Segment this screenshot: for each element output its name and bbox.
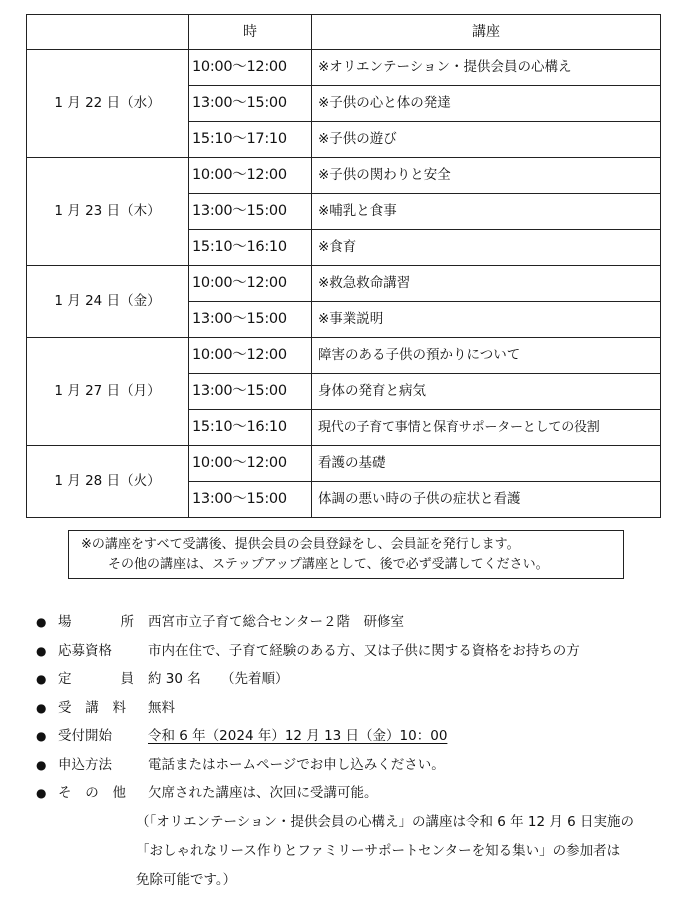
session-lecture: ※事業説明 (312, 302, 661, 338)
session-lecture: ※子供の関わりと安全 (312, 158, 661, 194)
header-time: 時 (189, 15, 312, 50)
info-value-fee: 無料 (148, 699, 175, 716)
bullet-icon: ● (36, 757, 47, 772)
session-lecture: 身体の発育と病気 (312, 374, 661, 410)
session-lecture: 看護の基礎 (312, 446, 661, 482)
bullet-icon: ● (36, 700, 47, 715)
note-line-1: ※の講座をすべて受講後、提供会員の会員登録をし、会員証を発行します。 (81, 537, 520, 552)
table-row (27, 338, 661, 374)
info-label-capacity: 定 員 (58, 671, 134, 687)
schedule-table (26, 14, 661, 518)
info-row-application (36, 751, 686, 780)
session-time: 10:00～12:00 (189, 50, 312, 86)
table-header-row (27, 15, 661, 50)
session-time: 15:10～17:10 (189, 122, 312, 158)
session-lecture: 障害のある子供の預かりについて (312, 338, 661, 374)
info-label-other: そ の 他 (58, 785, 126, 801)
other-note-line-1: （「オリエンテーション・提供会員の心構え」の講座は令和 6 年 12 月 6 日実施の (136, 814, 635, 830)
session-lecture: ※子供の遊び (312, 122, 661, 158)
table-row (27, 446, 661, 482)
info-list (36, 608, 686, 808)
session-lecture: ※オリエンテーション・提供会員の心構え (312, 50, 661, 86)
info-row-other (36, 779, 686, 808)
info-row-capacity (36, 665, 686, 694)
session-lecture: 体調の悪い時の子供の症状と看護 (312, 482, 661, 518)
table-row (27, 266, 661, 302)
session-lecture: ※食育 (312, 230, 661, 266)
session-time: 13:00～15:00 (189, 482, 312, 518)
info-label-eligibility: 応募資格 (58, 642, 112, 659)
info-row-reception-start (36, 722, 686, 751)
info-value-application: 電話またはホームページでお申し込みください。 (148, 756, 445, 773)
info-label-location: 場 所 (58, 614, 134, 630)
info-value-location: 西宮市立子育て総合センター２階 研修室 (148, 614, 404, 630)
table-row (27, 158, 661, 194)
info-label-application: 申込方法 (58, 756, 112, 773)
session-time: 13:00～15:00 (189, 374, 312, 410)
bullet-icon: ● (36, 729, 47, 743)
info-label-fee: 受 講 料 (58, 699, 126, 716)
session-time: 15:10～16:10 (189, 230, 312, 266)
note-box (68, 530, 624, 579)
bullet-icon: ● (36, 786, 47, 800)
day-date: 1 月 23 日（木） (27, 158, 189, 266)
table-row (27, 50, 661, 86)
session-time: 15:10～16:10 (189, 410, 312, 446)
session-time: 13:00～15:00 (189, 194, 312, 230)
session-lecture: 現代の子育て事情と保育サポーターとしての役割 (312, 410, 661, 446)
note-line-2: その他の講座は、ステップアップ講座として、後で必ず受講してください。 (108, 557, 549, 572)
info-row-location (36, 608, 686, 637)
info-value-capacity: 約 30 名 （先着順） (148, 671, 289, 687)
info-value-eligibility: 市内在住で、子育て経験のある方、又は子供に関する資格をお持ちの方 (148, 642, 580, 659)
day-date: 1 月 24 日（金） (27, 266, 189, 338)
info-row-fee (36, 694, 686, 723)
other-note-line-3: 免除可能です。） (136, 872, 237, 888)
header-lecture: 講座 (312, 15, 661, 50)
session-time: 10:00～12:00 (189, 338, 312, 374)
session-time: 10:00～12:00 (189, 446, 312, 482)
info-label-reception-start: 受付開始 (58, 728, 112, 744)
session-time: 13:00～15:00 (189, 86, 312, 122)
day-date: 1 月 27 日（月） (27, 338, 189, 446)
session-lecture: ※哺乳と食事 (312, 194, 661, 230)
other-note-line-2: 「おしゃれなリース作りとファミリーサポートセンターを知る集い」の参加者は (136, 843, 621, 859)
info-value-other: 欠席された講座は、次回に受講可能。 (148, 785, 378, 801)
bullet-icon: ● (36, 615, 47, 629)
day-date: 1 月 28 日（火） (27, 446, 189, 518)
session-time: 10:00～12:00 (189, 158, 312, 194)
session-time: 10:00～12:00 (189, 266, 312, 302)
info-value-reception-start: 令和 6 年（2024 年）12 月 13 日（金）10：00 (148, 728, 448, 744)
day-date: 1 月 22 日（水） (27, 50, 189, 158)
session-lecture: ※子供の心と体の発達 (312, 86, 661, 122)
bullet-icon: ● (36, 672, 47, 686)
info-row-eligibility (36, 637, 686, 666)
session-time: 13:00～15:00 (189, 302, 312, 338)
session-lecture: ※救急救命講習 (312, 266, 661, 302)
header-date (27, 15, 189, 50)
bullet-icon: ● (36, 643, 47, 658)
